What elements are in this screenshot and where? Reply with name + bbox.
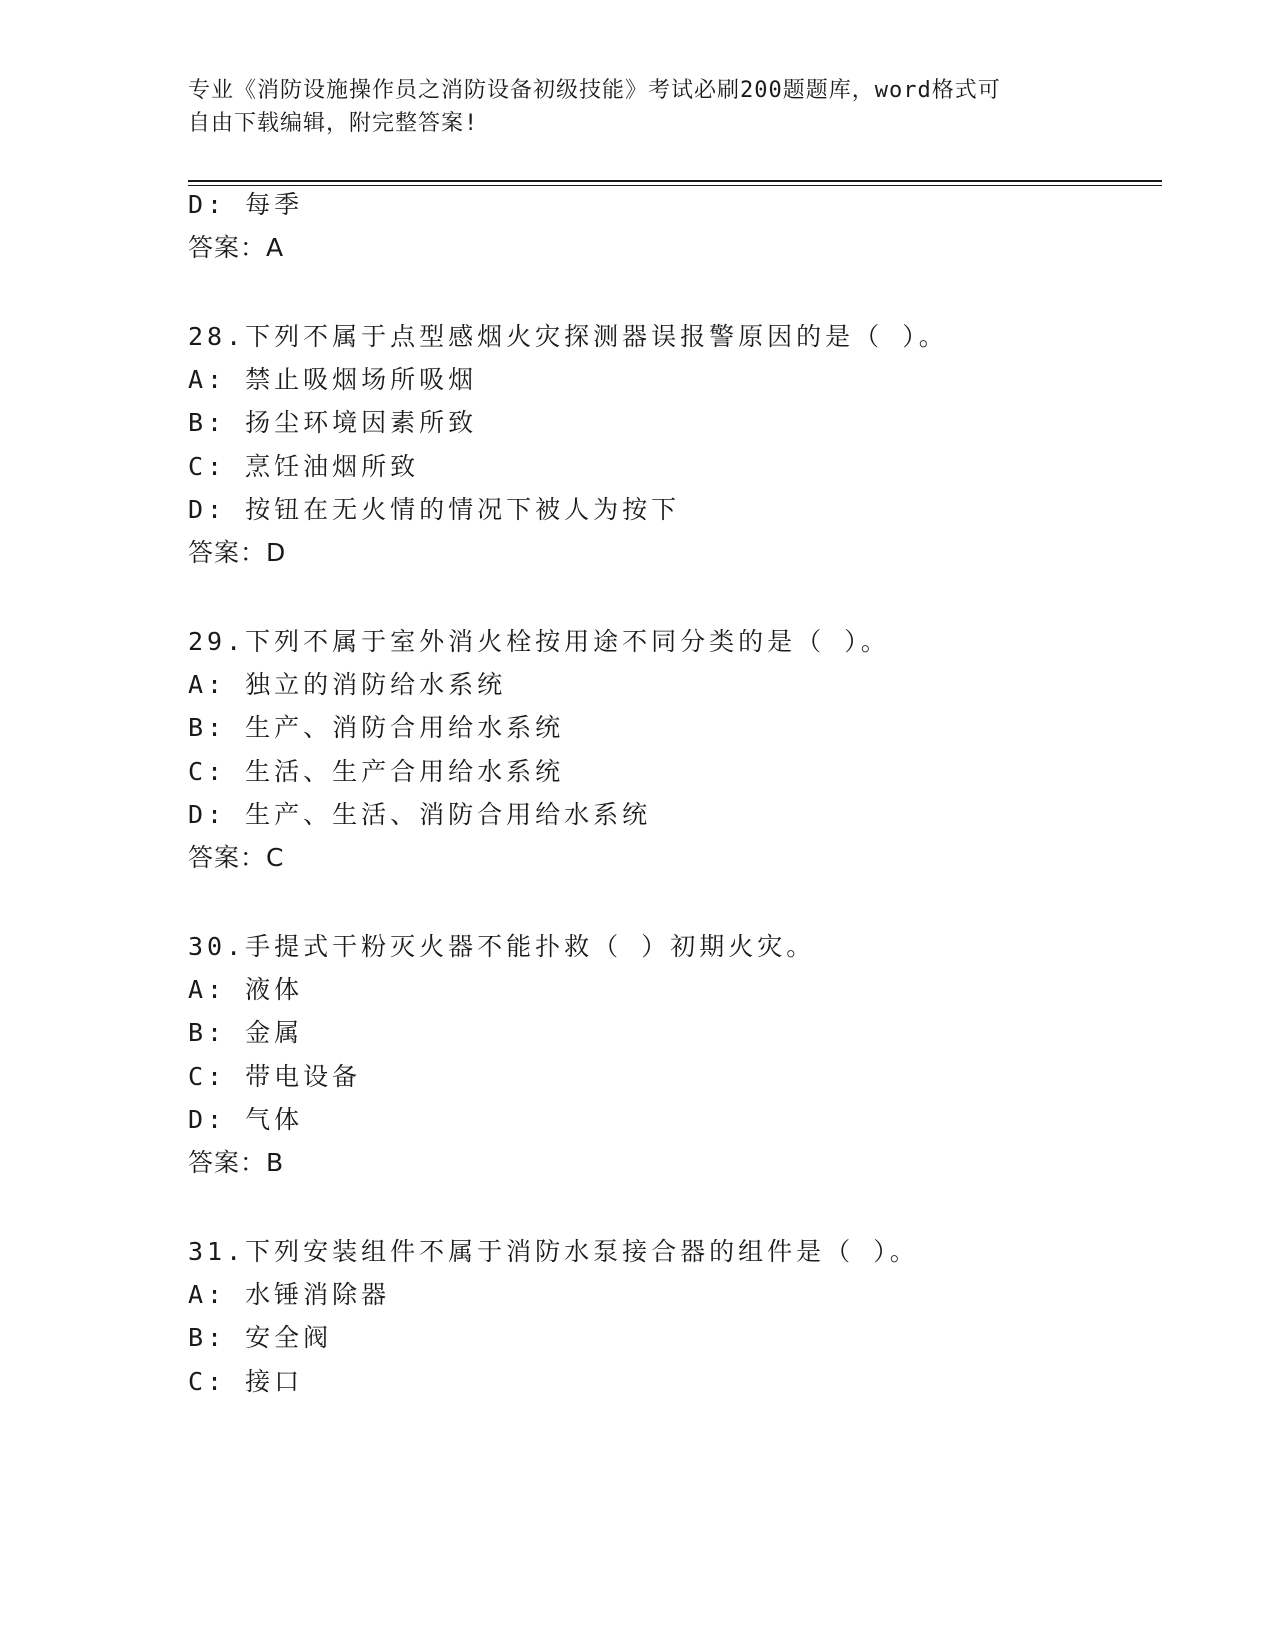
question-stem: 30.手提式干粉灭火器不能扑救（ ）初期火灾。 [188,932,816,961]
option-c: C: 接口 [188,1367,304,1396]
option-c: C: 烹饪油烟所致 [188,452,420,481]
document-header [188,74,1068,140]
option-a: A: 独立的消防给水系统 [188,670,507,699]
option-a: A: 禁止吸烟场所吸烟 [188,365,478,394]
header-divider-thick [188,180,1162,182]
question-stem: 29.下列不属于室外消火栓按用途不同分类的是（ ）。 [188,627,890,656]
header-divider-thin [188,185,1162,186]
option-d: D: 按钮在无火情的情况下被人为按下 [188,495,681,524]
option-b: B: 安全阀 [188,1323,333,1352]
header-line-2: 自由下载编辑，附完整答案! [188,111,479,136]
option-b: B: 金属 [188,1018,304,1047]
header-line-1: 专业《消防设施操作员之消防设备初级技能》考试必刷200题题库，word格式可 [188,78,1001,103]
answer-label: 答案：C [188,843,285,872]
option-b: B: 扬尘环境因素所致 [188,408,478,437]
question-stem: 28.下列不属于点型感烟火灾探测器误报警原因的是（ ）。 [188,322,948,351]
option-d: D: 气体 [188,1105,304,1134]
option-d: D: 生产、生活、消防合用给水系统 [188,800,652,829]
question-stem: 31.下列安装组件不属于消防水泵接合器的组件是（ ）。 [188,1237,919,1266]
option-a: A: 水锤消除器 [188,1280,391,1309]
answer-label: 答案：B [188,1148,285,1177]
option-a: A: 液体 [188,975,304,1004]
option-b: B: 生产、消防合用给水系统 [188,713,565,742]
answer-label: 答案：D [188,538,287,567]
option-c: C: 带电设备 [188,1062,362,1091]
answer-label: 答案：A [188,233,285,262]
option-c: C: 生活、生产合用给水系统 [188,757,565,786]
option-d: D: 每季 [188,190,304,219]
